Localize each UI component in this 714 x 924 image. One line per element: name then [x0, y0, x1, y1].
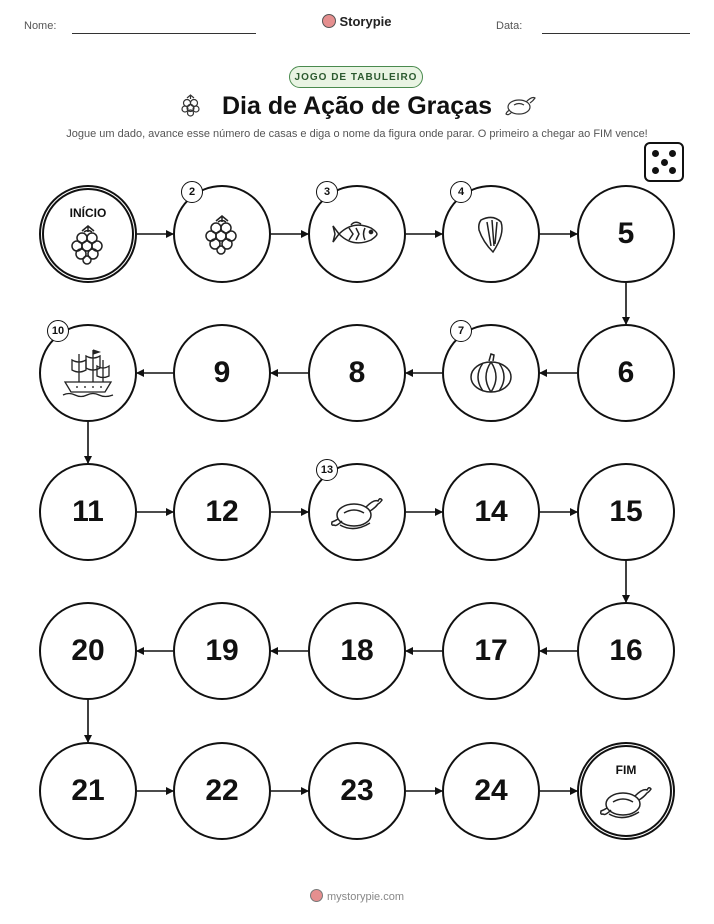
board-space-5	[577, 185, 675, 283]
space-number: 18	[340, 634, 374, 667]
space-number: 11	[72, 495, 104, 528]
board-space-4	[442, 185, 540, 283]
footer-url: mystorypie.com	[326, 891, 405, 903]
start-label: INÍCIO	[69, 206, 107, 220]
pumpkin-icon	[467, 351, 515, 395]
board-space-21	[39, 742, 137, 840]
board-space-22	[173, 742, 271, 840]
space-number: 6	[617, 356, 635, 389]
instructions: Jogue um dado, avance esse número de casas e diga o nome da figura onde parar. O primeiro a chegar ao FIM vence!	[66, 128, 648, 140]
space-number: 24	[474, 774, 508, 807]
board-space-9	[173, 324, 271, 422]
roast-turkey-icon	[599, 780, 653, 822]
board-space-20	[39, 602, 137, 700]
board-space-12	[173, 463, 271, 561]
space-number: 23	[340, 774, 374, 807]
page-title: Dia de Ação de Graças	[221, 92, 493, 120]
footer	[0, 889, 714, 903]
game-type-badge: JOGO DE TABULEIRO	[289, 66, 423, 88]
board-space-1	[39, 185, 137, 283]
space-number: 14	[474, 495, 508, 528]
raspberry-icon	[200, 212, 244, 256]
board-space-16	[577, 602, 675, 700]
raspberry-icon	[66, 222, 110, 266]
space-number: 8	[348, 356, 366, 389]
space-number: 21	[71, 774, 105, 807]
date-label: Data:	[496, 20, 523, 32]
space-number-badge: 7	[450, 320, 472, 342]
space-number-badge: 4	[450, 181, 472, 203]
end-label: FIM	[615, 763, 637, 777]
roast-turkey-icon	[330, 491, 384, 533]
space-number-badge: 2	[181, 181, 203, 203]
board-space-3	[308, 185, 406, 283]
board-space-10	[39, 324, 137, 422]
name-label: Nome:	[24, 20, 57, 32]
space-number: 19	[205, 634, 239, 667]
space-number: 16	[609, 634, 643, 667]
board-space-8	[308, 324, 406, 422]
board-space-6	[577, 324, 675, 422]
space-number-badge: 3	[316, 181, 338, 203]
board-space-15	[577, 463, 675, 561]
board-space-25	[577, 742, 675, 840]
space-number: 9	[213, 356, 231, 389]
board-space-11	[39, 463, 137, 561]
space-number: 5	[617, 217, 635, 250]
brand-name: Storypie	[339, 14, 392, 29]
fish-icon	[331, 216, 383, 252]
storypie-logo-icon	[310, 889, 323, 902]
board-space-18	[308, 602, 406, 700]
ship-icon	[59, 346, 117, 400]
board-space-24	[442, 742, 540, 840]
space-number-badge: 13	[316, 459, 338, 481]
space-number: 22	[205, 774, 239, 807]
board-space-2	[173, 185, 271, 283]
space-number: 15	[609, 495, 643, 528]
board-space-7	[442, 324, 540, 422]
board-space-14	[442, 463, 540, 561]
space-number: 17	[474, 634, 508, 667]
seed-icon	[473, 212, 509, 256]
board-space-17	[442, 602, 540, 700]
space-number: 20	[71, 634, 105, 667]
board-space-19	[173, 602, 271, 700]
space-number: 12	[205, 495, 239, 528]
board-space-13	[308, 463, 406, 561]
board-space-23	[308, 742, 406, 840]
space-number-badge: 10	[47, 320, 69, 342]
